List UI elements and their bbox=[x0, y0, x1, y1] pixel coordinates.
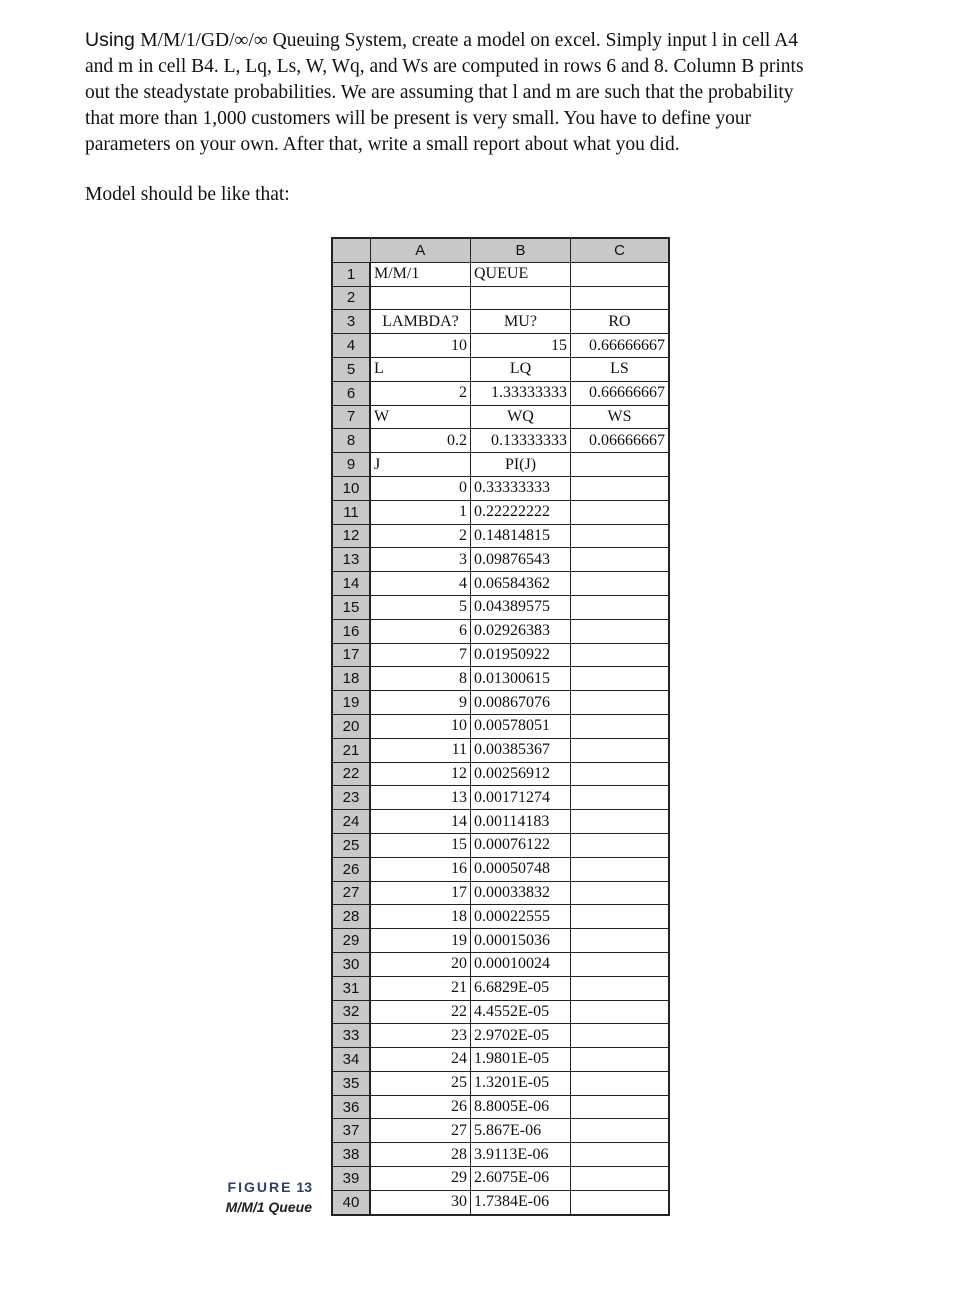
sheet-row bbox=[332, 857, 669, 881]
row-number: 11 bbox=[332, 500, 370, 524]
cell-b[interactable]: QUEUE bbox=[471, 262, 571, 286]
row-number: 2 bbox=[332, 286, 370, 310]
cell-a[interactable]: 23 bbox=[370, 1024, 471, 1048]
sheet-row bbox=[332, 619, 669, 643]
cell-b[interactable]: 3.9113E-06 bbox=[471, 1143, 571, 1167]
sheet-row bbox=[332, 476, 669, 500]
cell-b[interactable]: 0.00033832 bbox=[471, 881, 571, 905]
cell-b[interactable]: 1.33333333 bbox=[471, 381, 571, 405]
cell-a[interactable]: 4 bbox=[370, 572, 471, 596]
cell-c[interactable] bbox=[571, 1048, 670, 1072]
sheet-row bbox=[332, 1190, 669, 1214]
row-number: 9 bbox=[332, 453, 370, 477]
row-number: 17 bbox=[332, 643, 370, 667]
cell-c[interactable] bbox=[571, 643, 670, 667]
sheet-row bbox=[332, 381, 669, 405]
cell-c[interactable]: 0.06666667 bbox=[571, 429, 670, 453]
figure-caption: M/M/1 Queue bbox=[225, 1199, 312, 1215]
cell-b[interactable]: 15 bbox=[471, 334, 571, 358]
row-number: 38 bbox=[332, 1143, 370, 1167]
cell-c[interactable] bbox=[571, 1095, 670, 1119]
sheet-row bbox=[332, 429, 669, 453]
sheet-row bbox=[332, 595, 669, 619]
row-number: 40 bbox=[332, 1190, 370, 1214]
row-number: 30 bbox=[332, 952, 370, 976]
row-number: 13 bbox=[332, 548, 370, 572]
row-number: 26 bbox=[332, 857, 370, 881]
sheet-row bbox=[332, 1071, 669, 1095]
row-number: 27 bbox=[332, 881, 370, 905]
cell-c[interactable] bbox=[571, 810, 670, 834]
cell-c[interactable] bbox=[571, 952, 670, 976]
cell-a[interactable]: 18 bbox=[370, 905, 471, 929]
cell-b[interactable]: 0.13333333 bbox=[471, 429, 571, 453]
cell-a[interactable]: 12 bbox=[370, 762, 471, 786]
cell-a[interactable]: 10 bbox=[370, 334, 471, 358]
sheet-row bbox=[332, 1024, 669, 1048]
instructions-paragraph bbox=[85, 27, 925, 158]
cell-c[interactable] bbox=[571, 786, 670, 810]
cell-b[interactable]: MU? bbox=[471, 310, 571, 334]
cell-c[interactable] bbox=[571, 476, 670, 500]
column-header-a: A bbox=[370, 238, 471, 262]
cell-b[interactable]: 1.9801E-05 bbox=[471, 1048, 571, 1072]
row-number: 25 bbox=[332, 833, 370, 857]
cell-c[interactable] bbox=[571, 453, 670, 477]
sheet-row bbox=[332, 1143, 669, 1167]
sheet-row bbox=[332, 714, 669, 738]
cell-a[interactable]: 1 bbox=[370, 500, 471, 524]
row-number: 16 bbox=[332, 619, 370, 643]
cell-c[interactable]: 0.66666667 bbox=[571, 381, 670, 405]
cell-c[interactable] bbox=[571, 1024, 670, 1048]
cell-c[interactable] bbox=[571, 262, 670, 286]
sheet-row bbox=[332, 833, 669, 857]
row-number: 8 bbox=[332, 429, 370, 453]
row-number: 39 bbox=[332, 1167, 370, 1191]
sheet-row bbox=[332, 357, 669, 381]
cell-a[interactable]: 13 bbox=[370, 786, 471, 810]
cell-a[interactable]: 9 bbox=[370, 691, 471, 715]
row-number: 18 bbox=[332, 667, 370, 691]
cell-a[interactable]: 28 bbox=[370, 1143, 471, 1167]
cell-c[interactable] bbox=[571, 929, 670, 953]
cell-a[interactable]: 3 bbox=[370, 548, 471, 572]
cell-a[interactable]: 2 bbox=[370, 381, 471, 405]
cell-a[interactable]: 16 bbox=[370, 857, 471, 881]
cell-b[interactable]: LQ bbox=[471, 357, 571, 381]
row-number: 37 bbox=[332, 1119, 370, 1143]
sheet-row bbox=[332, 905, 669, 929]
cell-b[interactable]: 0.02926383 bbox=[471, 619, 571, 643]
cell-c[interactable] bbox=[571, 286, 670, 310]
row-number: 32 bbox=[332, 1000, 370, 1024]
cell-a[interactable]: 14 bbox=[370, 810, 471, 834]
cell-b[interactable]: 0.33333333 bbox=[471, 476, 571, 500]
row-number: 10 bbox=[332, 476, 370, 500]
cell-b[interactable]: 0.00256912 bbox=[471, 762, 571, 786]
cell-b[interactable]: 2.9702E-05 bbox=[471, 1024, 571, 1048]
instruction-line: Using M/M/1/GD/∞/∞ Queuing System, create a model on excel. Simply input l in cell A4 bbox=[85, 29, 798, 51]
row-number: 24 bbox=[332, 810, 370, 834]
cell-c[interactable] bbox=[571, 524, 670, 548]
cell-b[interactable]: 0.00385367 bbox=[471, 738, 571, 762]
cell-b[interactable]: 0.00022555 bbox=[471, 905, 571, 929]
cell-c[interactable] bbox=[571, 738, 670, 762]
cell-a[interactable] bbox=[370, 286, 471, 310]
cell-a[interactable]: 26 bbox=[370, 1095, 471, 1119]
cell-a[interactable]: W bbox=[370, 405, 471, 429]
sheet-row bbox=[332, 738, 669, 762]
cell-c[interactable]: RO bbox=[571, 310, 670, 334]
row-number: 7 bbox=[332, 405, 370, 429]
cell-b[interactable]: 0.00171274 bbox=[471, 786, 571, 810]
cell-b[interactable]: PI(J) bbox=[471, 453, 571, 477]
cell-b[interactable] bbox=[471, 286, 571, 310]
cell-b[interactable]: 0.00578051 bbox=[471, 714, 571, 738]
row-number: 36 bbox=[332, 1095, 370, 1119]
sheet-row bbox=[332, 1095, 669, 1119]
row-number: 20 bbox=[332, 714, 370, 738]
cell-b[interactable]: 0.01300615 bbox=[471, 667, 571, 691]
cell-c[interactable] bbox=[571, 857, 670, 881]
cell-b[interactable]: 0.09876543 bbox=[471, 548, 571, 572]
cell-a[interactable]: 7 bbox=[370, 643, 471, 667]
cell-a[interactable]: 20 bbox=[370, 952, 471, 976]
cell-b[interactable]: WQ bbox=[471, 405, 571, 429]
row-number: 6 bbox=[332, 381, 370, 405]
cell-a[interactable]: M/M/1 bbox=[370, 262, 471, 286]
cell-b[interactable]: 0.00050748 bbox=[471, 857, 571, 881]
cell-a[interactable]: 0.2 bbox=[370, 429, 471, 453]
cell-c[interactable] bbox=[571, 1190, 670, 1214]
figure-word: FIGURE bbox=[227, 1179, 293, 1195]
sheet-body bbox=[332, 262, 669, 1214]
row-number: 5 bbox=[332, 357, 370, 381]
sheet-row bbox=[332, 548, 669, 572]
cell-b[interactable]: 0.00015036 bbox=[471, 929, 571, 953]
sheet-row bbox=[332, 952, 669, 976]
cell-b[interactable]: 1.7384E-06 bbox=[471, 1190, 571, 1214]
cell-b[interactable]: 8.8005E-06 bbox=[471, 1095, 571, 1119]
cell-b[interactable]: 0.22222222 bbox=[471, 500, 571, 524]
cell-a[interactable]: 15 bbox=[370, 833, 471, 857]
corner-cell bbox=[332, 238, 370, 262]
cell-a[interactable]: 25 bbox=[370, 1071, 471, 1095]
row-number: 4 bbox=[332, 334, 370, 358]
cell-c[interactable] bbox=[571, 572, 670, 596]
sheet-row bbox=[332, 334, 669, 358]
sheet-row bbox=[332, 691, 669, 715]
cell-a[interactable]: 5 bbox=[370, 595, 471, 619]
row-number: 19 bbox=[332, 691, 370, 715]
cell-c[interactable] bbox=[571, 1071, 670, 1095]
row-number: 14 bbox=[332, 572, 370, 596]
cell-b[interactable]: 1.3201E-05 bbox=[471, 1071, 571, 1095]
model-note: Model should be like that: bbox=[85, 184, 290, 205]
sheet-row bbox=[332, 262, 669, 286]
column-header-c: C bbox=[571, 238, 670, 262]
row-number: 33 bbox=[332, 1024, 370, 1048]
cell-c[interactable] bbox=[571, 1143, 670, 1167]
row-number: 28 bbox=[332, 905, 370, 929]
cell-a[interactable]: 2 bbox=[370, 524, 471, 548]
sheet-row bbox=[332, 524, 669, 548]
sheet-row bbox=[332, 405, 669, 429]
figure-number: 13 bbox=[296, 1179, 312, 1195]
row-number: 22 bbox=[332, 762, 370, 786]
sheet-row bbox=[332, 1119, 669, 1143]
cell-a[interactable]: 21 bbox=[370, 976, 471, 1000]
sheet-row bbox=[332, 881, 669, 905]
row-number: 29 bbox=[332, 929, 370, 953]
row-number: 21 bbox=[332, 738, 370, 762]
row-number: 31 bbox=[332, 976, 370, 1000]
sheet-row bbox=[332, 1000, 669, 1024]
cell-a[interactable]: 6 bbox=[370, 619, 471, 643]
row-number: 1 bbox=[332, 262, 370, 286]
cell-b[interactable]: 0.00114183 bbox=[471, 810, 571, 834]
sheet-row bbox=[332, 1167, 669, 1191]
sheet-row bbox=[332, 762, 669, 786]
sheet-row bbox=[332, 286, 669, 310]
cell-c[interactable]: WS bbox=[571, 405, 670, 429]
cell-b[interactable]: 2.6075E-06 bbox=[471, 1167, 571, 1191]
row-number: 15 bbox=[332, 595, 370, 619]
cell-c[interactable] bbox=[571, 691, 670, 715]
column-header-b: B bbox=[471, 238, 571, 262]
cell-a[interactable]: 11 bbox=[370, 738, 471, 762]
row-number: 23 bbox=[332, 786, 370, 810]
instruction-line: out the steadystate probabilities. We are assuming that l and m are such that the probability bbox=[85, 82, 794, 103]
cell-c[interactable] bbox=[571, 905, 670, 929]
cell-a[interactable]: 30 bbox=[370, 1190, 471, 1214]
cell-b[interactable]: 0.06584362 bbox=[471, 572, 571, 596]
sheet-row bbox=[332, 976, 669, 1000]
cell-b[interactable]: 0.00076122 bbox=[471, 833, 571, 857]
sheet-row bbox=[332, 929, 669, 953]
cell-b[interactable]: 0.01950922 bbox=[471, 643, 571, 667]
cell-c[interactable] bbox=[571, 500, 670, 524]
cell-a[interactable]: 22 bbox=[370, 1000, 471, 1024]
cell-a[interactable]: 8 bbox=[370, 667, 471, 691]
cell-c[interactable]: LS bbox=[571, 357, 670, 381]
cell-c[interactable] bbox=[571, 1167, 670, 1191]
cell-a[interactable]: 19 bbox=[370, 929, 471, 953]
sheet-row bbox=[332, 810, 669, 834]
sheet-row bbox=[332, 643, 669, 667]
row-number: 34 bbox=[332, 1048, 370, 1072]
cell-b[interactable]: 0.14814815 bbox=[471, 524, 571, 548]
cell-b[interactable]: 0.00010024 bbox=[471, 952, 571, 976]
sheet-row bbox=[332, 572, 669, 596]
cell-a[interactable]: J bbox=[370, 453, 471, 477]
cell-c[interactable] bbox=[571, 714, 670, 738]
cell-b[interactable]: 5.867E-06 bbox=[471, 1119, 571, 1143]
cell-b[interactable]: 6.6829E-05 bbox=[471, 976, 571, 1000]
cell-c[interactable] bbox=[571, 1119, 670, 1143]
cell-c[interactable] bbox=[571, 619, 670, 643]
spreadsheet-table bbox=[331, 237, 670, 1216]
sheet-row bbox=[332, 453, 669, 477]
cell-b[interactable]: 4.4552E-05 bbox=[471, 1000, 571, 1024]
cell-c[interactable] bbox=[571, 667, 670, 691]
cell-b[interactable]: 0.00867076 bbox=[471, 691, 571, 715]
sheet-row bbox=[332, 1048, 669, 1072]
row-number: 3 bbox=[332, 310, 370, 334]
cell-a[interactable]: 29 bbox=[370, 1167, 471, 1191]
row-number: 12 bbox=[332, 524, 370, 548]
sheet-row bbox=[332, 310, 669, 334]
figure-label bbox=[200, 1179, 312, 1215]
cell-a[interactable]: 17 bbox=[370, 881, 471, 905]
row-number: 35 bbox=[332, 1071, 370, 1095]
cell-c[interactable] bbox=[571, 833, 670, 857]
cell-c[interactable] bbox=[571, 1000, 670, 1024]
sheet-row bbox=[332, 667, 669, 691]
cell-a[interactable]: 24 bbox=[370, 1048, 471, 1072]
cell-a[interactable]: 0 bbox=[370, 476, 471, 500]
cell-a[interactable]: 27 bbox=[370, 1119, 471, 1143]
cell-b[interactable]: 0.04389575 bbox=[471, 595, 571, 619]
cell-c[interactable]: 0.66666667 bbox=[571, 334, 670, 358]
cell-a[interactable]: L bbox=[370, 357, 471, 381]
instruction-line: that more than 1,000 customers will be present is very small. You have to define your bbox=[85, 108, 752, 129]
sheet-row bbox=[332, 786, 669, 810]
instruction-line: and m in cell B4. L, Lq, Ls, W, Wq, and Ws are computed in rows 6 and 8. Column B prints bbox=[85, 56, 804, 77]
instruction-line: parameters on your own. After that, write a small report about what you did. bbox=[85, 134, 680, 155]
cell-c[interactable] bbox=[571, 881, 670, 905]
cell-c[interactable] bbox=[571, 762, 670, 786]
cell-c[interactable] bbox=[571, 595, 670, 619]
cell-a[interactable]: 10 bbox=[370, 714, 471, 738]
cell-a[interactable]: LAMBDA? bbox=[370, 310, 471, 334]
cell-c[interactable] bbox=[571, 976, 670, 1000]
cell-c[interactable] bbox=[571, 548, 670, 572]
sheet-row bbox=[332, 500, 669, 524]
column-header-row bbox=[332, 238, 669, 262]
